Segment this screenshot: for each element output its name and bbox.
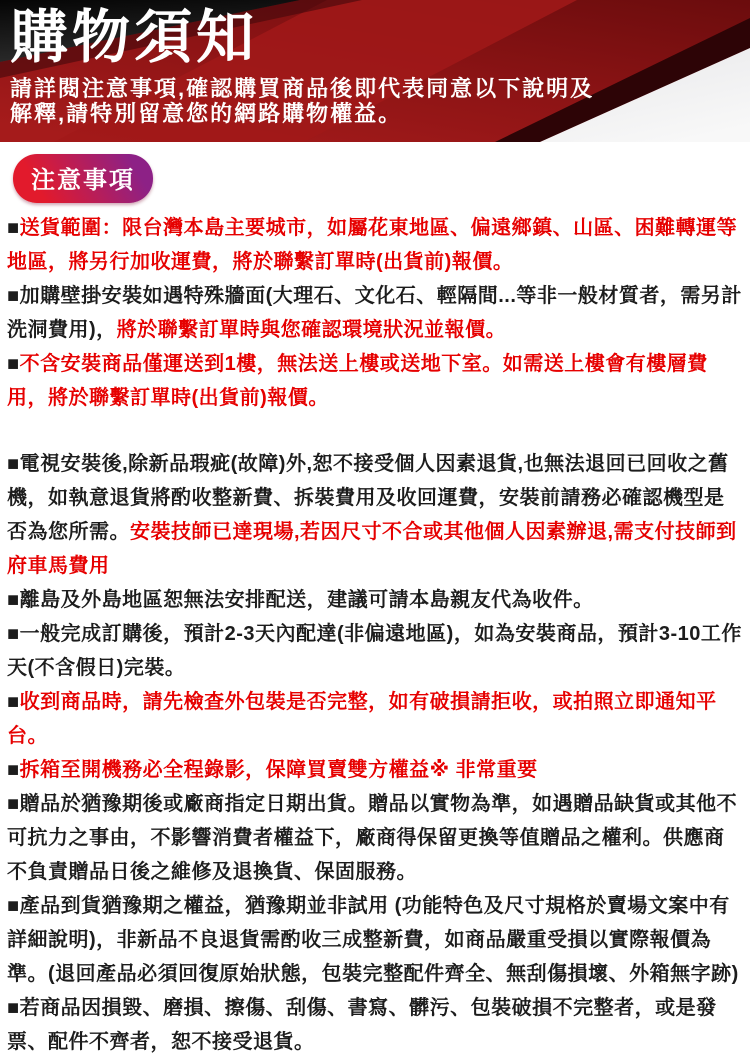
notice-text: 若商品因損毀、磨損、擦傷、刮傷、書寫、髒污、包裝破損不完整者，或是發票、配件不齊者，恕不接受退貨。 — [7, 997, 717, 1053]
notice-paragraph — [7, 991, 744, 1059]
bullet-square-icon: ■ — [7, 453, 20, 475]
bullet-square-icon: ■ — [7, 691, 20, 713]
bullet-square-icon: ■ — [7, 353, 20, 375]
notice-text: 加購壁掛安裝如遇特殊牆面(大理石、文化石、輕隔間...等非一般材質者，需另計洗洞費用)， — [7, 285, 742, 341]
bullet-square-icon: ■ — [7, 589, 20, 611]
notice-badge — [13, 154, 153, 203]
banner-subtitle-line-2: 解釋,請特別留意您的網路購物權益。 — [10, 101, 403, 126]
notice-paragraph — [7, 889, 744, 991]
banner-subtitle — [10, 76, 594, 126]
bullet-square-icon: ■ — [7, 285, 20, 307]
notice-paragraph — [7, 347, 744, 415]
notice-text: 不含安裝商品僅運送到1樓，無法送上樓或送地下室。如需送上樓會有樓層費用，將於聯繫訂單時(出貨前)報價。 — [7, 353, 708, 409]
notice-paragraph — [7, 787, 744, 889]
notice-text: 送貨範圍：限台灣本島主要城市，如屬花東地區、偏遠鄉鎮、山區、困難轉運等地區，將另行加收運費，將於聯繫訂單時(出貨前)報價。 — [7, 217, 738, 273]
bullet-square-icon: ■ — [7, 623, 20, 645]
notice-badge-label: 注意事項 — [31, 167, 135, 194]
bullet-square-icon: ■ — [7, 217, 20, 239]
notice-text: 電視安裝後,除新品瑕疵(故障)外,恕不接受個人因素退貨,也無法退回已回收之舊機，如執意退貨將酌收整新費、拆裝費用及收回運費，安裝前請務必確認機型是否為您所需。 — [7, 453, 729, 543]
notice-paragraph — [7, 685, 744, 753]
notice-paragraph — [7, 617, 744, 685]
notice-text: 離島及外島地區恕無法安排配送，建議可請本島親友代為收件。 — [19, 589, 594, 611]
bullet-square-icon: ■ — [7, 997, 20, 1019]
notice-text: 產品到貨猶豫期之權益，猶豫期並非試用 (功能特色及尺寸規格於賣場文案中有詳細說明)，非新品不良退貨需酌收三成整新費，如商品嚴重受損以實際報價為準。(退回產品必須回復原始狀態，包裝完整配件齊全、無刮傷損壞、外箱無字跡) — [7, 895, 739, 985]
bullet-square-icon: ■ — [7, 895, 20, 917]
banner — [0, 0, 750, 142]
notice-text: 贈品於猶豫期後或廠商指定日期出貨。贈品以實物為準，如遇贈品缺貨或其他不可抗力之事由，不影響消費者權益下，廠商得保留更換等值贈品之權利。供應商不負責贈品日後之維修及退換貨、保固服務。 — [7, 793, 738, 883]
notice-paragraph — [7, 583, 744, 617]
notice-text: 拆箱至開機務必全程錄影，保障買賣雙方權益※ 非常重要 — [19, 759, 538, 781]
bullet-square-icon: ■ — [7, 793, 20, 815]
notice-text: 收到商品時，請先檢查外包裝是否完整，如有破損請拒收，或拍照立即通知平台。 — [7, 691, 717, 747]
notice-text: 安裝技師已達現場,若因尺寸不合或其他個人因素辦退,需支付技師到府車馬費用 — [7, 521, 737, 577]
notice-paragraph — [7, 447, 744, 583]
notice-paragraph — [7, 279, 744, 347]
notice-text: 將於聯繫訂單時與您確認環境狀況並報價。 — [116, 319, 507, 341]
notice-list — [0, 203, 750, 1059]
notice-paragraph — [7, 211, 744, 279]
page-title: 購物須知 — [10, 5, 259, 70]
notice-text: 一般完成訂購後，預計2-3天內配達(非偏遠地區)，如為安裝商品，預計3-10工作天(不含假日)完裝。 — [7, 623, 742, 679]
bullet-square-icon: ■ — [7, 759, 20, 781]
banner-subtitle-line-1: 請詳閱注意事項,確認購買商品後即代表同意以下說明及 — [10, 76, 595, 101]
notice-paragraph — [7, 753, 744, 787]
